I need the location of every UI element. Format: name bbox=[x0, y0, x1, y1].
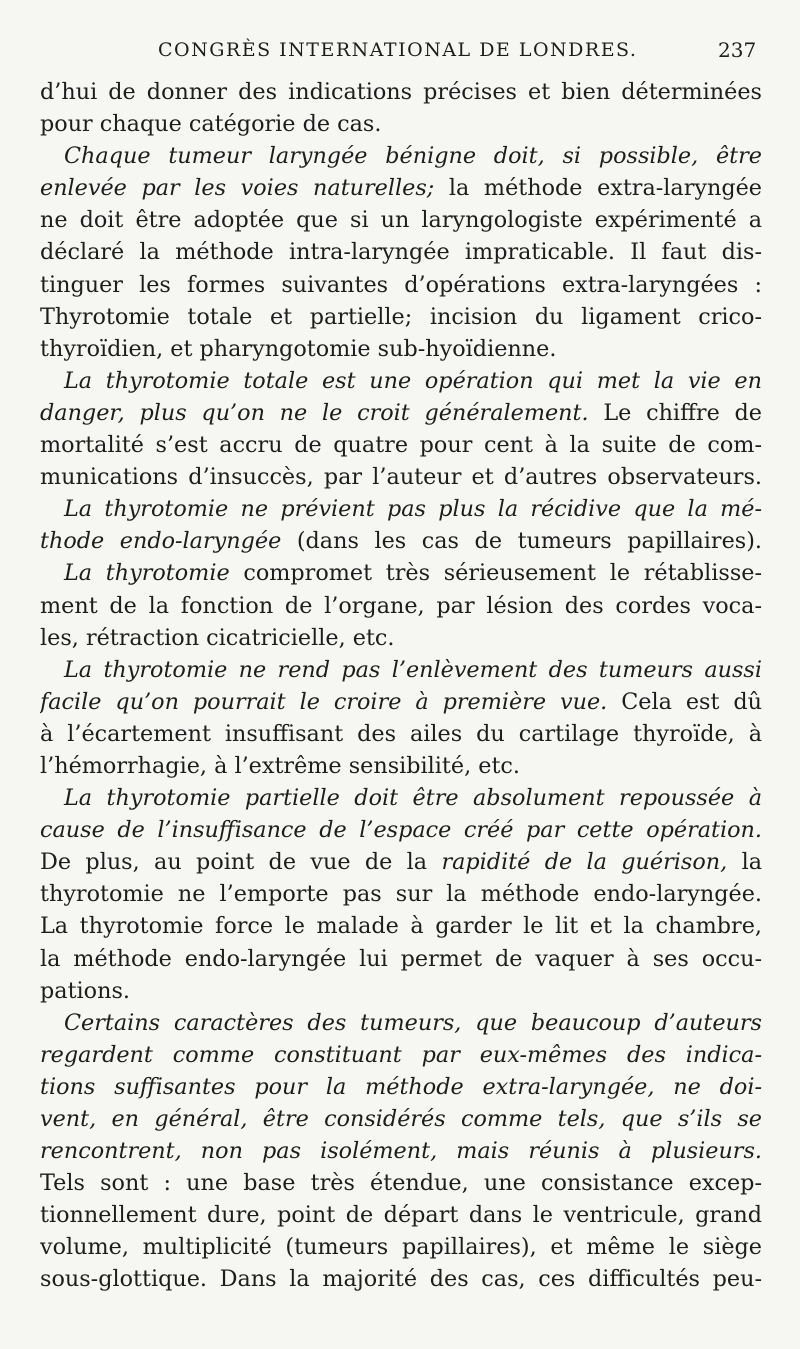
text-line bbox=[40, 910, 762, 942]
roman-text: l’hémorrhagie, à l’extrême sensibilité, etc. bbox=[40, 752, 520, 779]
text-line bbox=[40, 333, 762, 365]
roman-text: thyroïdien, et pharyngotomie sub-hyoïdienne. bbox=[40, 335, 557, 362]
italic-text: La thyrotomie ne rend pas l’enlèvement des tumeurs aussi bbox=[64, 656, 762, 683]
text-line bbox=[40, 814, 762, 846]
text-line bbox=[40, 1007, 762, 1039]
italic-text: rencontrent, non pas isolément, mais réunis à plusieurs. bbox=[40, 1138, 762, 1165]
text-line bbox=[40, 204, 762, 236]
italic-text: rapidité de la guérison, bbox=[441, 849, 728, 876]
text-line bbox=[40, 750, 762, 782]
roman-text: à l’écartement insuffisant des ailes du cartilage thyroïde, à bbox=[40, 720, 762, 747]
text-line bbox=[40, 429, 762, 461]
italic-text: La thyrotomie partielle doit être absolument repoussée à bbox=[64, 785, 762, 812]
roman-text: la méthode endo-laryngée lui permet de vaquer à ses occu- bbox=[40, 945, 762, 972]
page-header bbox=[0, 38, 800, 78]
roman-text: d’hui de donner des indications précises et bien déterminées bbox=[40, 79, 762, 105]
roman-text: La thyrotomie force le malade à garder le lit et la chambre, bbox=[40, 913, 762, 940]
text-line bbox=[40, 525, 762, 557]
text-line bbox=[40, 622, 762, 654]
italic-text: La thyrotomie totale est une opération qui met la vie en bbox=[64, 367, 762, 394]
roman-text: thyrotomie ne l’emporte pas sur la méthode endo-laryngée. bbox=[40, 881, 762, 908]
text-line bbox=[40, 1231, 762, 1263]
text-line bbox=[40, 943, 762, 975]
italic-text: vent, en général, être considérés comme tels, que s’ils se bbox=[40, 1106, 762, 1132]
italic-text: Certains caractères des tumeurs, que beaucoup d’auteurs bbox=[64, 1009, 762, 1036]
text-line bbox=[40, 718, 762, 750]
text-line bbox=[40, 397, 762, 429]
text-line bbox=[40, 1071, 762, 1103]
italic-text: La thyrotomie ne prévient pas plus la récidive que la mé- bbox=[64, 496, 762, 523]
italic-text: danger, plus qu’on ne le croit généralement. bbox=[40, 399, 589, 426]
text-line bbox=[40, 1135, 762, 1167]
roman-text: tinguer les formes suivantes d’opérations extra-laryngées : bbox=[40, 271, 762, 298]
roman-text: volume, multiplicité (tumeurs papillaires), et même le siège bbox=[40, 1234, 762, 1261]
roman-text: ment de la fonction de l’organe, par lésion des cordes voca- bbox=[40, 592, 762, 619]
roman-text: compromet très sérieusement le rétablisse- bbox=[229, 560, 762, 587]
roman-text: De plus, au point de vue de la bbox=[40, 849, 442, 876]
text-line bbox=[40, 1039, 762, 1071]
italic-text: La thyrotomie bbox=[64, 560, 230, 587]
body-text bbox=[40, 76, 762, 1296]
roman-text: la méthode extra-laryngée bbox=[434, 175, 762, 202]
text-line bbox=[40, 1263, 762, 1295]
text-line bbox=[40, 846, 762, 878]
text-line bbox=[40, 365, 762, 397]
italic-text: thode endo-laryngée bbox=[40, 528, 282, 555]
text-line bbox=[40, 654, 762, 686]
text-line bbox=[40, 1199, 762, 1231]
text-line bbox=[40, 1167, 762, 1199]
text-line bbox=[40, 1103, 762, 1135]
roman-text: déclaré la méthode intra-laryngée impraticable. Il faut dis- bbox=[40, 239, 762, 266]
roman-text: la bbox=[727, 849, 762, 876]
text-line bbox=[40, 975, 762, 1007]
roman-text: pour chaque catégorie de cas. bbox=[40, 111, 382, 138]
text-line bbox=[40, 493, 762, 525]
italic-text: regardent comme constituant par eux-mêmes des indica- bbox=[40, 1041, 762, 1068]
italic-text: enlevée par les voies naturelles; bbox=[40, 175, 435, 202]
text-line bbox=[40, 590, 762, 622]
text-line bbox=[40, 236, 762, 268]
italic-text: Chaque tumeur laryngée bénigne doit, si possible, être bbox=[64, 143, 762, 170]
text-line bbox=[40, 301, 762, 333]
text-line bbox=[40, 557, 762, 589]
italic-text: cause de l’insuffisance de l’espace créé par cette opération. bbox=[40, 817, 762, 844]
italic-text: facile qu’on pourrait le croire à première vue. bbox=[40, 688, 608, 715]
roman-text: munications d’insuccès, par l’auteur et d’autres observateurs. bbox=[40, 464, 762, 491]
text-line bbox=[40, 686, 762, 718]
roman-text: Le chiffre de bbox=[588, 399, 762, 426]
roman-text: tionnellement dure, point de départ dans le ventricule, grand bbox=[40, 1202, 762, 1229]
roman-text: Cela est dû bbox=[607, 688, 762, 715]
running-title: CONGRÈS INTERNATIONAL DE LONDRES. bbox=[158, 39, 638, 61]
roman-text: les, rétraction cicatricielle, etc. bbox=[40, 624, 395, 651]
italic-text: tions suffisantes pour la méthode extra-laryngée, ne doi- bbox=[40, 1073, 762, 1100]
roman-text: mortalité s’est accru de quatre pour cent à la suite de com- bbox=[40, 432, 762, 459]
page-number: 237 bbox=[718, 38, 757, 62]
text-line bbox=[40, 878, 762, 910]
text-line bbox=[40, 108, 762, 140]
text-line bbox=[40, 76, 762, 108]
roman-text: Tels sont : une base très étendue, une consistance excep- bbox=[40, 1170, 762, 1197]
text-line bbox=[40, 140, 762, 172]
roman-text: sous-glottique. Dans la majorité des cas, ces difficultés peu- bbox=[40, 1266, 762, 1293]
text-line bbox=[40, 172, 762, 204]
roman-text: pations. bbox=[40, 977, 130, 1004]
text-line bbox=[40, 269, 762, 301]
roman-text: ne doit être adoptée que si un laryngologiste expérimenté a bbox=[40, 207, 762, 234]
text-line bbox=[40, 782, 762, 814]
roman-text: Thyrotomie totale et partielle; incision du ligament crico- bbox=[40, 303, 762, 330]
text-line bbox=[40, 461, 762, 493]
roman-text: (dans les cas de tumeurs papillaires). bbox=[281, 528, 762, 555]
